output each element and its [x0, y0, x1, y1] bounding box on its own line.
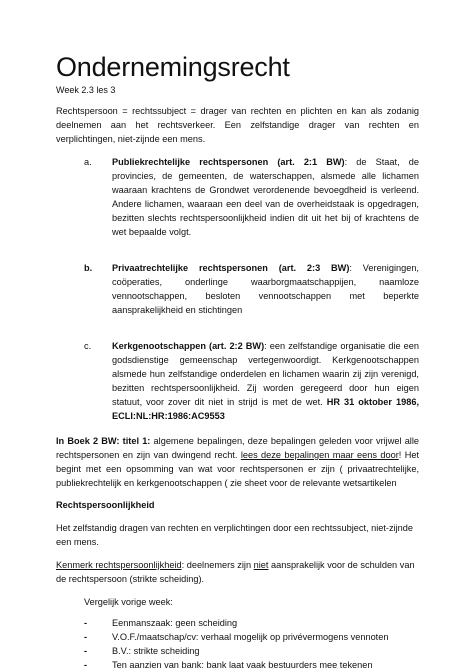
item-description: : de Staat, de provincies, de gemeenten, de waterschappen, alsmede alle lichamen waaraan krachtens de Grondwet verordenende bevoegdheid is verleend. Andere lichamen, waaraan een deel van de overheidstaak is opgedragen, bezitten slechts rechtspersoonlijkheid indien dit uit het bij of krachtens de wet bepaalde volgt.: [112, 157, 419, 237]
list-marker: a.: [84, 157, 92, 167]
dash-marker: -: [84, 618, 88, 628]
kenmerk-niet: niet: [253, 560, 269, 570]
item-term: Privaatrechtelijke rechtspersonen (art. 2:3 BW): [112, 263, 350, 273]
item-term: Publiekrechtelijke rechtspersonen (art. 2:1 BW): [112, 157, 345, 167]
boek-paragraph: [56, 434, 419, 490]
item-description: : Verenigingen, coöperaties, onderlinge waarborgmaatschappijen, naamloze vennootschappen, besloten vennootschappen met beperkte aansprakelijkheid en stichtingen: [112, 263, 419, 315]
kenmerk-text-1: : deelnemers zijn: [181, 560, 254, 570]
list-item-text: B.V.: strikte scheiding: [112, 646, 200, 656]
boek-text-1: algemene bepalingen, deze bepalingen geleden voor vrijwel alle rechtspersonen en zijn van dwingend recht.: [56, 436, 419, 460]
list-marker: c.: [84, 341, 92, 351]
list-item: [56, 616, 419, 630]
list-item-c: [56, 339, 419, 423]
item-term: Kerkgenootschappen (art. 2:2 BW): [112, 341, 265, 351]
list-item-text: Eenmanszaak: geen scheiding: [112, 618, 238, 628]
list-item-text: [112, 261, 419, 317]
list-item: [56, 644, 419, 658]
boek-underlined-note: lees deze bepalingen maar eens door: [240, 450, 399, 460]
list-marker: [56, 261, 112, 317]
list-item-text: [112, 339, 419, 423]
item-description: : een zelfstandige organisatie die een godsdienstige gemeenschap vertegenwoordigt. Kerkgenootschappen alsmede hun zelfstandige onderdelen en lichamen waarin zij zijn verenigd, bezitten rechtspersoonlijkheid. Zij worden geregeerd door hun eigen statuut, voor zover dit niet in strijd is met de wet.: [112, 341, 420, 407]
intro-paragraph: Rechtspersoon = rechtssubject = drager van rechten en plichten en kan als zodanig deelnemen aan het rechtsverkeer. Een zelfstandige drager van rechten en verplichtingen, niet-zijnde een mens.: [56, 106, 419, 144]
list-item-a: [56, 155, 419, 239]
list-item: [56, 630, 419, 644]
kenmerk-label: Kenmerk rechtspersoonlijkheid: [56, 560, 182, 570]
definition-paragraph: Het zelfstandig dragen van rechten en verplichtingen door een rechtssubject, niet-zijnde een mens.: [56, 523, 413, 547]
vergelijk-label: Vergelijk vorige week:: [84, 597, 173, 607]
section-heading: Rechtspersoonlijkheid: [56, 500, 155, 510]
list-item-text: [112, 155, 419, 239]
list-item-text: V.O.F./maatschap/cv: verhaal mogelijk op privévermogens vennoten: [112, 632, 389, 642]
boek-text-2: ! Het begint met een opsomming van wat voor rechtspersonen er zijn ( privaatrechtelijke, publiekrechtelijk en kerkgenootschappen ( zie sheet voor de relevante wetsartikelen: [56, 450, 419, 488]
page-title: Ondernemingsrecht: [56, 52, 290, 82]
boek-label: In Boek 2 BW: titel 1:: [56, 436, 151, 446]
kenmerk-text-2: aansprakelijk voor de schulden van de rechtspersoon (strikte scheiding).: [56, 560, 415, 584]
dash-marker: -: [84, 632, 88, 642]
list-item-b: [56, 261, 419, 317]
comparison-list: [56, 616, 419, 672]
dash-marker: -: [84, 660, 88, 670]
dash-marker: -: [84, 646, 88, 656]
list-marker-label: b.: [84, 263, 93, 273]
case-citation: HR 31 oktober 1986, ECLI:NL:HR:1986:AC9553: [112, 397, 419, 421]
list-item-text: Ten aanzien van bank: bank laat vaak bestuurders mee tekenen: [112, 660, 373, 670]
week-subtitle: Week 2.3 les 3: [56, 85, 116, 95]
kenmerk-paragraph: [56, 558, 419, 586]
